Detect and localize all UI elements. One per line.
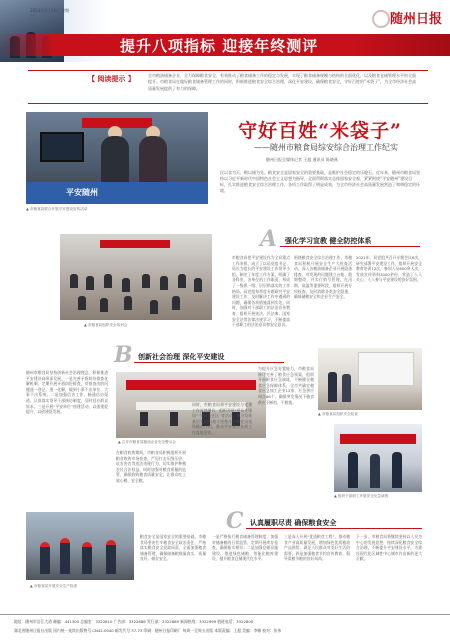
section-a-photo <box>60 234 212 320</box>
section-c-col-2: 一是严格执行粮食储备管理制度，加强对储备粮的日常监管，定期开展库存检查，确保账实相符；二是加强仓储设施建设，推进绿色储粮、智能化粮库建设，提升粮食仓储现代化水平。 <box>212 534 278 562</box>
footer-line-1: 地址：随州市沿江大道 邮编：441300 总编室：3322810 广告部：3322888 发行部：3322889 新闻热线：3322999 值班电话：3322800 <box>14 619 254 624</box>
section-b-caption-3: ▲ 组织干部职工开展安全应急演练 <box>334 494 389 498</box>
lead-paragraph: 民以食为天，粮以储为先。粮食安全是国家安全的重要基础，是维护社会稳定的压舱石。近年来，随州市粮食局坚持以习近平新时代中国特色社会主义思想为指导，全面贯彻落实总体国家安全观，紧紧围绕“平安随州”建设目标，扎实推进粮食安全综合治理工作，各项工作取得了明显成效，为全市经济社会高质量发展营造了和谐稳定的环境。 <box>220 170 420 193</box>
section-a-col-3: 2022年，局党组共召开专题会议6次，研究部署平安建设工作，组织开展安全教育培训12次，参训人员600余人次，发放宣传资料3000余份，营造了人人关心、人人参与平安建设的良好氛围。 <box>356 255 422 283</box>
hero-desk <box>26 182 208 204</box>
footer-line-2: 湖北省随州日报社出版 国内统一连续出版物号 CN42-0040 邮发代号 37-73 印刷：随州日报印刷厂 每周一至周五出版 本版责编：王超 美编：李娜 校对：张伟 <box>14 628 282 633</box>
banner-date: 2023年2月14日 星期二 <box>30 8 70 19</box>
reading-tips <box>28 70 428 104</box>
byline: 随州日报全媒体记者 王超 通讯员 陈晓燕 <box>266 157 338 162</box>
section-a-col-1: 市粮食局把平安建设作为全局重点工作来抓，成立了以局党组书记、局长为组长的平安建设工作领导小组，制定了年度工作方案，明确了各科室、各单位的工作职责，形成了一级抓一级、层层抓落实的工作格局。局党组每季度专题研究平安建设工作，及时解决工作中遇到的问题，确保各项措施落到实处。同时，加强对干部职工的法治宣传教育，组织开展宪法、民法典、国家安全法等法律法规学习，不断提高干部职工的法治意识和安全意识。 <box>232 255 290 328</box>
reading-tips-text: 全市粮油储备企业，全力保障粮食安全，有效推动了粮食储备工作的稳定与发展，实现了粮食储备规模与结构的全面优化，以及粮食仓储管理水平的全面提升。市粮食局在做好粮食储备管理工作的同时，积极推进粮食安全综合治理，深化平安建设，确保粮食安全，守好百姓的“米袋子”，为全市经济社会高质量发展提供了有力的保障。 <box>148 73 417 91</box>
section-c-title: 认真履职尽责 确保粮食安全 <box>250 519 337 527</box>
monitor <box>40 132 84 162</box>
section-b-col-2: 在粮食收购期间，市粮食局积极组织开展粮食收购市场检查，严厉打击压级压价、坑农害农等违法违规行为，切实维护种粮农民合法权益。同时加强对粮食质量的监管，确保收购粮食质量安全，让群众吃上放心粮、安全粮。 <box>116 450 186 483</box>
section-a-letter: A <box>260 226 278 252</box>
hero-photo <box>26 112 208 204</box>
section-a-col-2: 围绕粮食安全综合治理工作，市粮食局积极开展安全生产大检查活动，深入各粮油储备企业开展隐患排查，对发现的问题建立台账、限期整改，并实行销号管理。在汛期、高温等重要时段，组织开展专项检查，及时消除各类安全隐患，确保储粮安全和企业生产安全。 <box>294 255 352 300</box>
masthead: 随州日报 <box>389 12 442 27</box>
section-c-letter: C <box>226 508 244 534</box>
banner-title: 提升八项指标 迎接年终测评 <box>120 37 319 55</box>
page-banner <box>0 0 450 62</box>
headline: 守好百姓“米袋子” <box>238 120 402 142</box>
section-c-photo <box>26 512 134 580</box>
section-b-col-3: 同时，市粮食局将平安建设与党建工作深度融合，组织开展“党员先锋岗”“党员责任区”等活动，充分发挥基层党组织战斗堡垒作用和党员先锋模范作用，推动平安建设各项工作落地见效。 <box>192 402 252 435</box>
banner-title-bar <box>0 34 450 56</box>
section-b-col-4: 为提升应急处置能力，市粮食局修订完善了粮食应急预案，组织开展粮食应急演练，不断健全粮食应急保障体系，全市共确定粮食应急加工企业12家、应急供应网点86个，确保突发情况下粮食供应不断档、不脱销。 <box>258 366 314 405</box>
section-a-caption: ▲ 市粮食局组织安全培训会 <box>84 323 128 327</box>
hero-caption: ▲ 市粮食局联合开展平安建设宣传活动 <box>26 207 88 211</box>
section-b-title: 创新社会治理 深化平安建设 <box>138 353 225 361</box>
subhead: ——随州市粮食局综安综合治理工作纪实 <box>254 143 398 152</box>
section-c-caption: ▲ 市粮食局开展安全生产检查 <box>30 584 78 588</box>
section-c-col-1: 粮食安全是国家安全的重要基础。市粮食局坚决扛牢粮食安全政治责任，严格落实粮食安全党政同责，全面加强粮食储备管理，确保储备粮数量真实、质量良好、储存安全。 <box>140 534 206 562</box>
hero-desk-text: 平安随州 <box>66 188 98 197</box>
reading-tips-label: 【 阅读提示 】 <box>88 75 135 83</box>
section-b-photo-drill <box>334 424 422 492</box>
section-b-caption-1: ▲ 召开市粮食局粮油企业安全警示会 <box>118 440 176 444</box>
section-b-letter: B <box>114 342 133 368</box>
page-footer <box>0 614 450 640</box>
section-c-col-4: 下一步，市粮食局将继续坚持以人民为中心的发展思想，持续深化粮食安全综合治理，不断提升平安建设水平，为建设现代化区域性中心城市作出新的更大贡献。 <box>356 534 422 562</box>
section-a-title: 强化学习宣教 健全防控体系 <box>285 237 372 245</box>
section-b-photo-inspection <box>318 348 422 410</box>
section-b-col-1: 随州市粮食局坚持创新社会治理理念，积极推进平安建设向纵深发展。一是完善矛盾纠纷排查化解机制，定期开展矛盾纠纷排查，对排查出的问题逐一登记、逐一化解，做到小事不出单位、大事不出系统。二是加强信访工作，畅通信访渠道，认真落实领导干部接访制度，及时回应群众诉求。三是开展“平安单位”创建活动，以创建促提升，以创建促发展。 <box>26 370 108 415</box>
section-b-caption-2: ▲ 市粮食局组织安全检查 <box>318 412 358 416</box>
section-c-col-3: 三是深入开展“优质粮食工程”，推动粮食产业高质量发展，增加绿色优质粮油产品供给，满足人民群众对美好生活的需要。四是加强粮食节约宣传教育，倡导爱粮节粮的良好风尚。 <box>284 534 350 562</box>
